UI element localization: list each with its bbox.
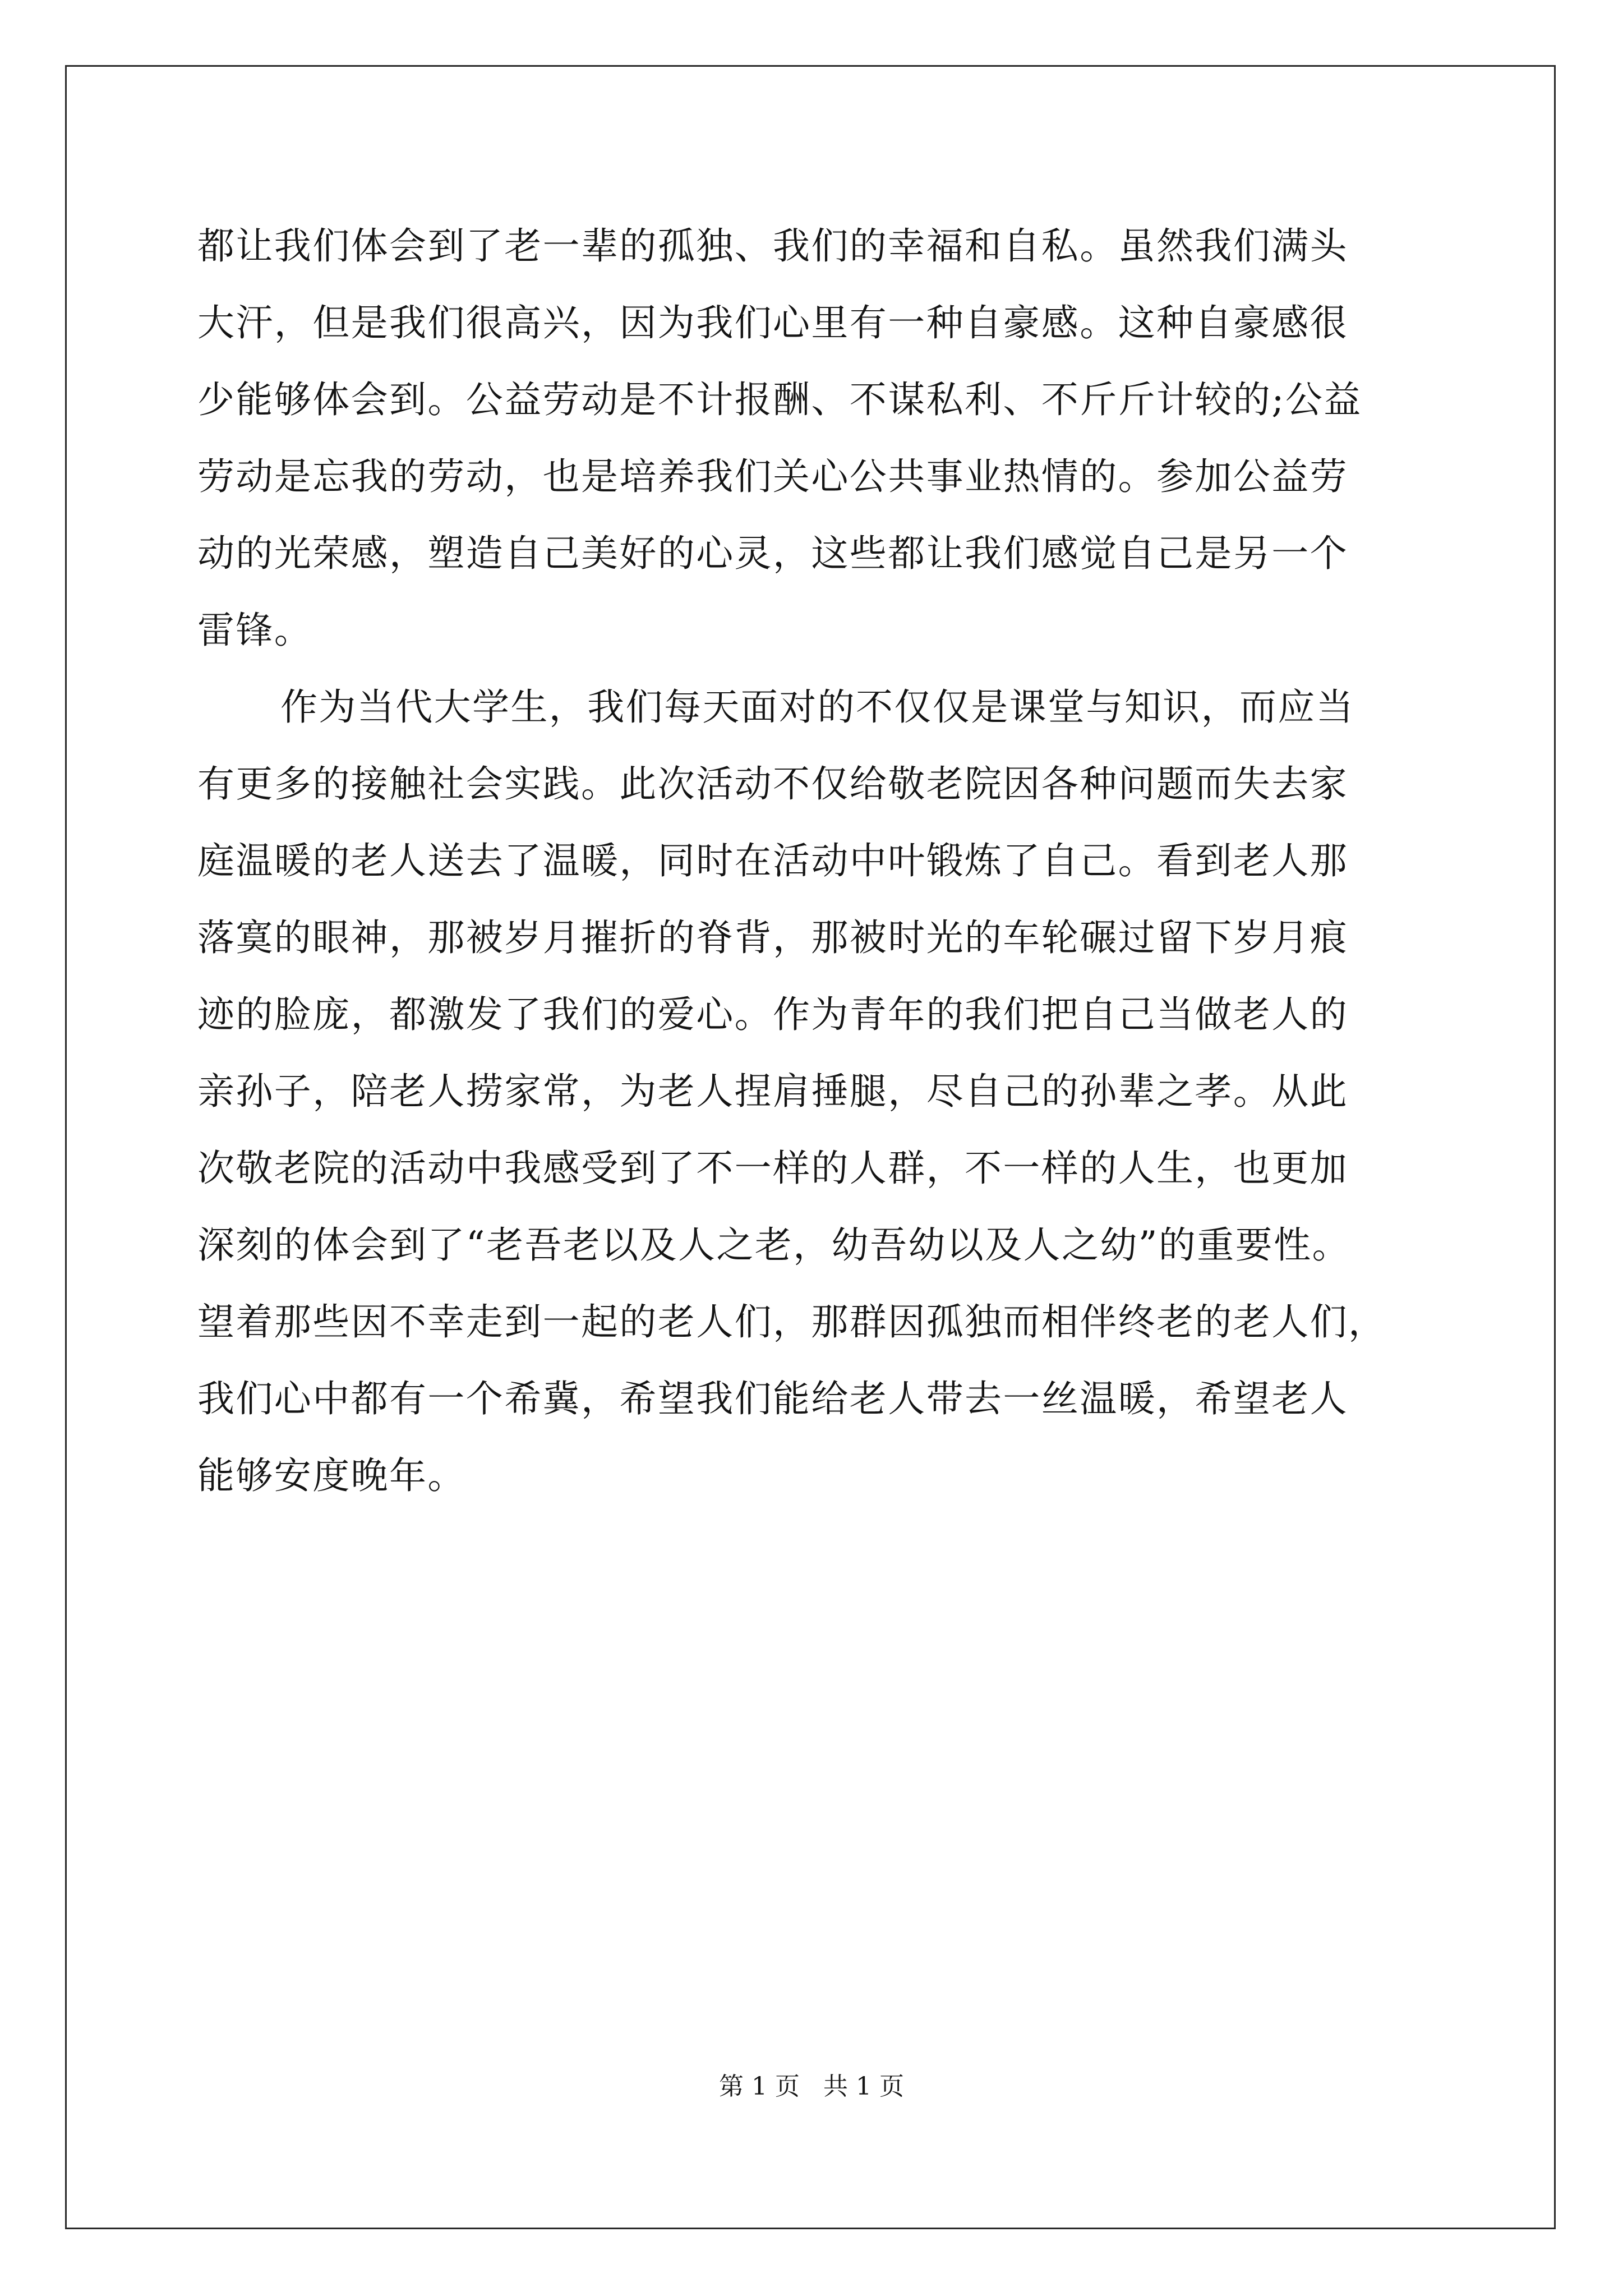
text-line: 都让我们体会到了老一辈的孤独、我们的幸福和自私。虽然我们满头	[197, 224, 1348, 268]
text-line: 落寞的眼神，那被岁月摧折的脊背，那被时光的车轮碾过留下岁月痕	[197, 916, 1348, 959]
text-line: 庭温暖的老人送去了温暖，同时在活动中叶锻炼了自己。看到老人那	[197, 839, 1348, 882]
text-line: 次敬老院的活动中我感受到了不一样的人群，不一样的人生，也更加	[197, 1147, 1348, 1190]
text-line: 有更多的接触社会实践。此次活动不仅给敬老院因各种问题而失去家	[197, 762, 1348, 806]
text-line: 动的光荣感，塑造自己美好的心灵，这些都让我们感觉自己是另一个	[197, 532, 1348, 575]
document-body	[197, 208, 1431, 1514]
text-line: 迹的脸庞，都激发了我们的爱心。作为青年的我们把自己当做老人的	[197, 993, 1348, 1036]
text-line: 能够安度晚年。	[197, 1454, 466, 1497]
text-line: 劳动是忘我的劳动，也是培养我们关心公共事业热情的。参加公益劳	[197, 455, 1348, 498]
text-line: 望着那些因不幸走到一起的老人们，那群因孤独而相伴终老的老人们，	[197, 1300, 1387, 1343]
paragraph-first-line: 作为当代大学生，我们每天面对的不仅仅是课堂与知识，而应当	[280, 685, 1355, 729]
text-line: 雷锋。	[197, 609, 313, 652]
text-line: 我们心中都有一个希冀，希望我们能给老人带去一丝温暖，希望老人	[197, 1377, 1348, 1420]
text-line: 亲孙子，陪老人捞家常，为老人捏肩捶腿，尽自己的孙辈之孝。从此	[197, 1070, 1348, 1113]
text-line: 少能够体会到。公益劳动是不计报酬、不谋私利、不斤斤计较的;公益	[197, 378, 1362, 421]
page-number-footer: 第 1 页 共 1 页	[719, 2072, 904, 2101]
text-line: 大汗，但是我们很高兴，因为我们心里有一种自豪感。这种自豪感很	[197, 301, 1348, 344]
text-line: 深刻的体会到了“老吾老以及人之老，幼吾幼以及人之幼”的重要性。	[197, 1223, 1350, 1267]
